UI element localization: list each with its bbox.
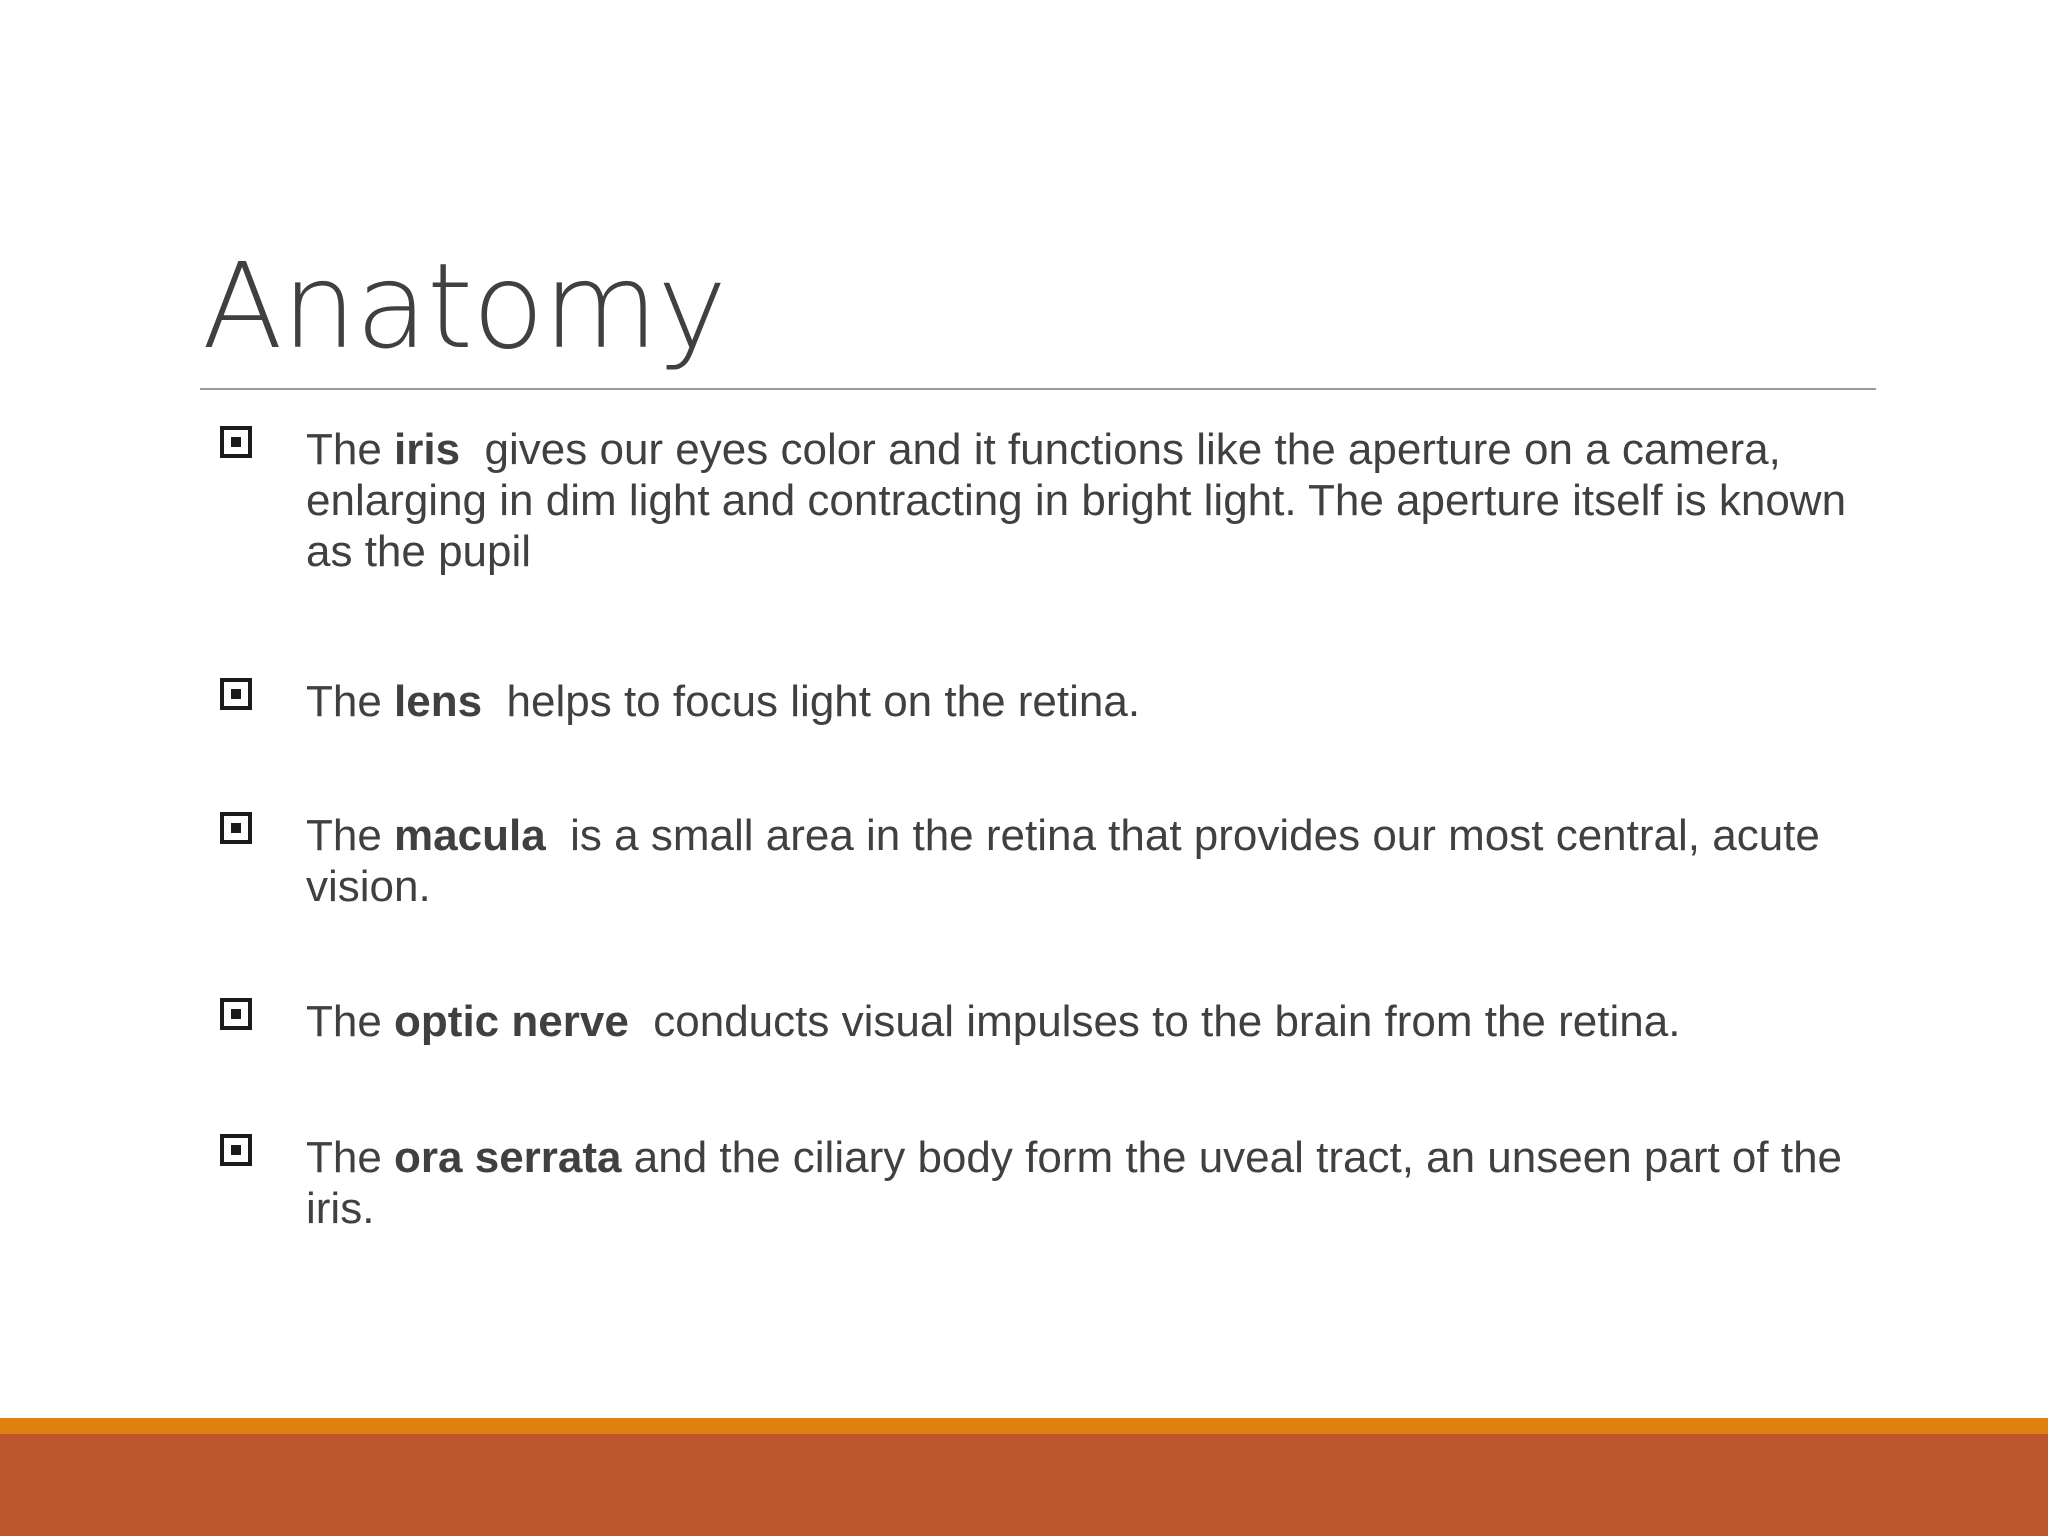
boxed-square-bullet-icon <box>220 1134 252 1166</box>
boxed-square-bullet-icon <box>220 426 252 458</box>
slide-title: Anatomy <box>202 237 727 375</box>
bullet-lead: The <box>306 811 395 860</box>
bullet-lead: The <box>306 1133 395 1182</box>
bullet-lead: The <box>306 425 395 474</box>
bullet-term: ora serrata <box>394 1133 622 1182</box>
bullet-lead: The <box>306 997 395 1046</box>
bullet-text <box>306 1132 1886 1234</box>
bullet-text <box>306 676 1886 727</box>
bullet-term: iris <box>394 425 461 474</box>
boxed-square-bullet-icon <box>220 812 252 844</box>
bullet-term: optic nerve <box>394 997 629 1046</box>
footer-band <box>0 1434 2048 1536</box>
bullet-rest: and the ciliary body form the uveal tract, an unseen part of the iris. <box>306 1133 1855 1233</box>
bullet-text <box>306 424 1886 577</box>
bullet-term: macula <box>394 811 546 860</box>
boxed-square-bullet-icon <box>220 678 252 710</box>
bullet-rest: helps to focus light on the retina. <box>482 677 1141 726</box>
bullet-term: lens <box>394 677 483 726</box>
boxed-square-bullet-icon <box>220 998 252 1030</box>
bullet-rest: is a small area in the retina that provides our most central, acute vision. <box>306 811 1833 911</box>
bullet-text <box>306 810 1886 912</box>
bullet-rest: conducts visual impulses to the brain from the retina. <box>628 997 1681 1046</box>
bullet-text <box>306 996 1886 1047</box>
bullet-rest: gives our eyes color and it functions like the aperture on a camera, enlarging in dim light and contracting in bright light. The aperture itself is known as the pupil <box>306 425 1859 576</box>
bullet-lead: The <box>306 677 395 726</box>
footer-accent-stripe <box>0 1418 2048 1434</box>
